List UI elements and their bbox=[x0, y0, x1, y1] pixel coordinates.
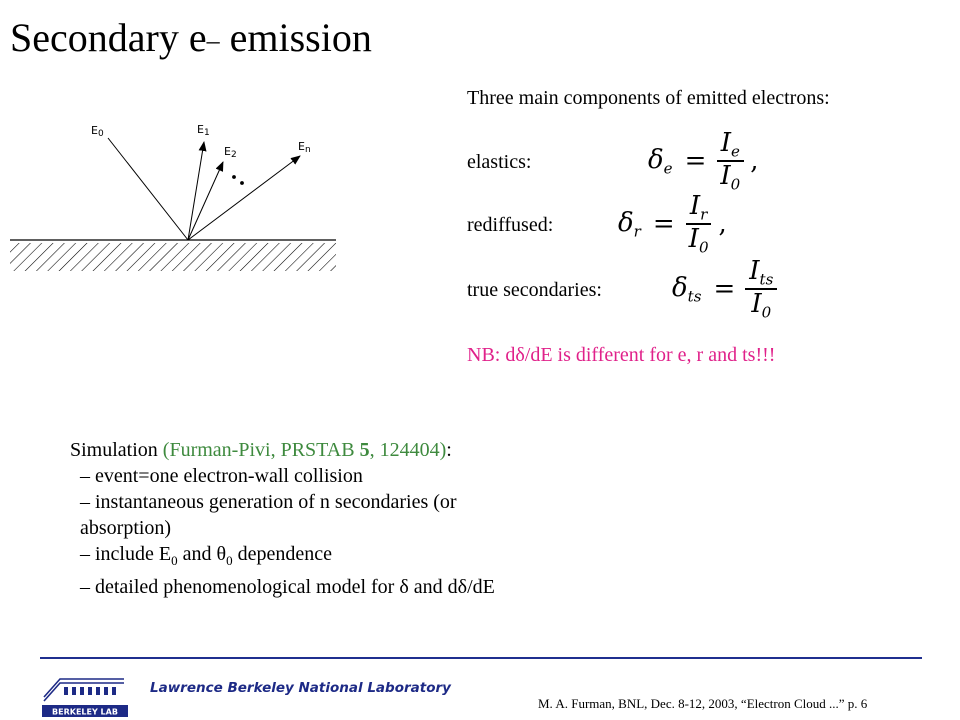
simulation-block bbox=[70, 437, 495, 600]
footer-divider bbox=[40, 657, 922, 659]
label-en: En bbox=[298, 140, 311, 155]
emitted-ray-n bbox=[188, 156, 300, 240]
emission-diagram bbox=[8, 118, 338, 278]
sim-bullet-2-line-1: – instantaneous generation of n secondaries (or bbox=[80, 491, 457, 513]
eq-ts-lhs: $\delta_{ts}$ bbox=[672, 273, 702, 306]
sim-bullet-4: – detailed phenomenological model for δ and dδ/dE bbox=[80, 576, 495, 598]
sim-bullet-1: – event=one electron-wall collision bbox=[80, 465, 363, 487]
simulation-heading: Simulation (Furman-Pivi, PRSTAB 5, 124404): bbox=[70, 439, 452, 461]
eq-elastic-fraction bbox=[716, 130, 744, 193]
eq-ts-equals: = bbox=[713, 274, 736, 305]
incident-ray bbox=[108, 138, 188, 240]
eq-elastic-numerator: $I_e$ bbox=[717, 130, 744, 162]
components-heading: Three main components of emitted electrons: bbox=[467, 87, 830, 109]
eq-ts-denominator: $I_0$ bbox=[751, 289, 772, 322]
title-main: Secondary e bbox=[10, 15, 207, 60]
sim-bullet-3: – include $E_0$ and $\theta_0$ dependence bbox=[80, 543, 332, 568]
berkeley-lab-logo bbox=[40, 667, 132, 719]
nb-note: NB: dδ/dE is different for e, r and ts!!! bbox=[467, 344, 776, 366]
title-rest: emission bbox=[219, 15, 372, 60]
label-true-secondaries: true secondaries: bbox=[467, 279, 602, 301]
eq-true-secondaries bbox=[672, 258, 777, 321]
emitted-ray-2 bbox=[188, 162, 223, 240]
eq-elastic-denominator: $I_0$ bbox=[720, 161, 741, 194]
logo-text: BERKELEY LAB bbox=[52, 707, 118, 717]
eq-rediffused-fraction bbox=[685, 193, 713, 256]
eq-elastic-equals: = bbox=[684, 146, 707, 177]
label-e0: E0 bbox=[91, 124, 104, 139]
emitted-ray-1 bbox=[188, 142, 204, 240]
eq-rediffused-comma: , bbox=[718, 209, 727, 240]
lab-name: Lawrence Berkeley National Laboratory bbox=[150, 680, 451, 696]
eq-elastic-comma: , bbox=[750, 146, 759, 177]
ellipsis-dot-2 bbox=[240, 181, 244, 185]
eq-elastic bbox=[648, 130, 759, 193]
simulation-reference: (Furman-Pivi, PRSTAB 5, 124404) bbox=[162, 439, 447, 461]
surface-hatch bbox=[10, 243, 336, 271]
slide-title bbox=[10, 14, 372, 67]
eq-ts-fraction bbox=[745, 258, 777, 321]
sim-bullet-2-line-2: absorption) bbox=[80, 517, 172, 539]
eq-rediffused bbox=[618, 193, 727, 256]
eq-rediffused-lhs: $\delta_r$ bbox=[618, 208, 641, 241]
eq-rediffused-denominator: $I_0$ bbox=[688, 224, 709, 257]
label-rediffused: rediffused: bbox=[467, 214, 554, 236]
eq-rediffused-numerator: $I_r$ bbox=[686, 193, 712, 225]
eq-ts-numerator: $I_{ts}$ bbox=[745, 258, 777, 290]
eq-rediffused-equals: = bbox=[652, 209, 675, 240]
label-e1: E1 bbox=[197, 123, 210, 138]
label-elastics: elastics: bbox=[467, 151, 532, 173]
citation: M. A. Furman, BNL, Dec. 8-12, 2003, “Electron Cloud ...” p. 6 bbox=[538, 696, 868, 711]
eq-elastic-lhs: $\delta_e$ bbox=[648, 145, 673, 178]
label-e2: E2 bbox=[224, 145, 237, 160]
ellipsis-dot-1 bbox=[232, 175, 236, 179]
title-sup: – bbox=[206, 26, 220, 55]
